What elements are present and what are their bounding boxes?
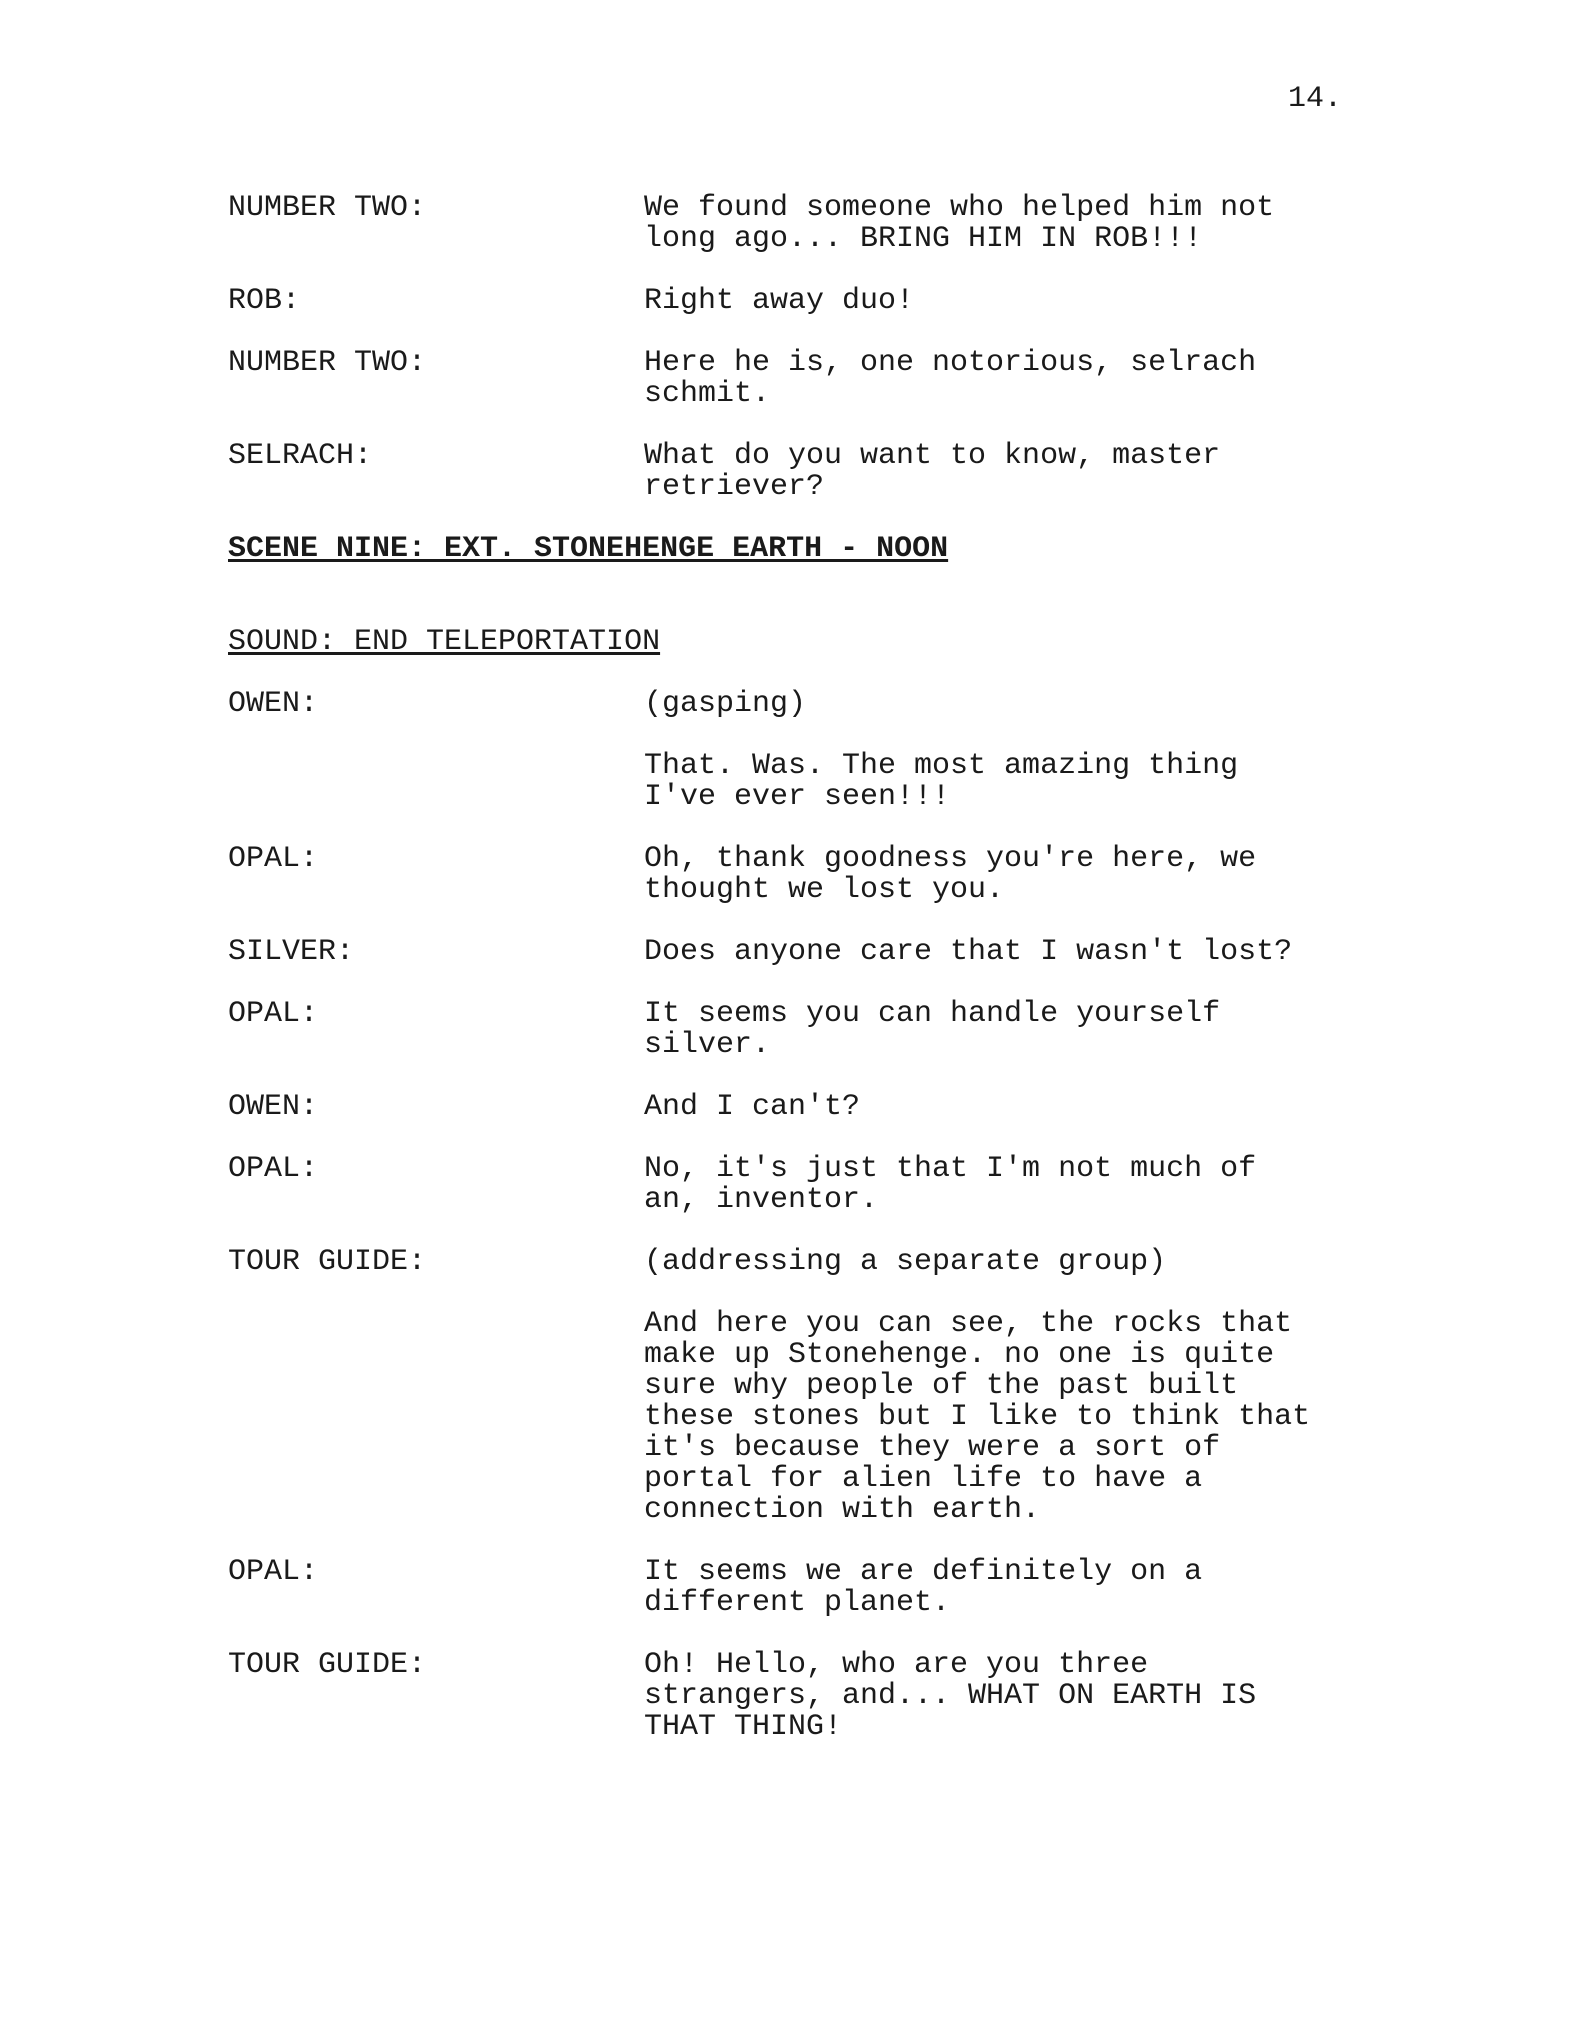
dialogue-line: That. Was. The most amazing thing [644, 749, 1239, 783]
dialogue-block [228, 348, 1368, 410]
dialogue-line: Oh, thank goodness you're here, we [644, 842, 1257, 876]
character-name: OPAL: [228, 997, 319, 1031]
dialogue-text [644, 193, 1364, 255]
dialogue-text [644, 348, 1364, 410]
character-name: OWEN: [228, 687, 319, 721]
dialogue-line: portal for alien life to have a [644, 1462, 1203, 1496]
dialogue-text [644, 999, 1364, 1061]
dialogue-block [228, 193, 1368, 255]
dialogue-block [228, 1247, 1368, 1278]
dialogue-text [644, 1247, 1364, 1278]
dialogue-line: connection with earth. [644, 1493, 1041, 1527]
dialogue-line: It seems you can handle yourself [644, 997, 1221, 1031]
dialogue-line: I've ever seen!!! [644, 780, 951, 814]
character-name [228, 751, 644, 813]
dialogue-block [228, 999, 1368, 1061]
dialogue-line: an, inventor. [644, 1183, 879, 1217]
dialogue-text [644, 937, 1364, 968]
character-name: OPAL: [228, 842, 319, 876]
dialogue-text [644, 1650, 1364, 1743]
dialogue-block [228, 844, 1368, 906]
character-name: NUMBER TWO: [228, 346, 427, 380]
character-name: NUMBER TWO: [228, 191, 427, 225]
dialogue-line: thought we lost you. [644, 873, 1005, 907]
dialogue-line: No, it's just that I'm not much of [644, 1152, 1257, 1186]
sound-cue: SOUND: END TELEPORTATION [228, 625, 661, 659]
dialogue-block [228, 751, 1368, 813]
dialogue-line: retriever? [644, 470, 825, 504]
dialogue-text [644, 441, 1364, 503]
dialogue-line: Does anyone care that I wasn't lost? [644, 935, 1293, 969]
character-name: TOUR GUIDE: [228, 1648, 427, 1682]
dialogue-line: (addressing a separate group) [644, 1245, 1167, 1279]
dialogue-block [228, 1557, 1368, 1619]
character-name: OWEN: [228, 1090, 319, 1124]
character-name: OPAL: [228, 1555, 319, 1589]
dialogue-text [644, 1092, 1364, 1123]
dialogue-line: And here you can see, the rocks that [644, 1307, 1293, 1341]
dialogue-line: THAT THING! [644, 1710, 843, 1744]
dialogue-block [228, 1309, 1368, 1526]
character-name: SELRACH: [228, 439, 373, 473]
dialogue-line: sure why people of the past built [644, 1369, 1239, 1403]
dialogue-text [644, 1309, 1364, 1526]
dialogue-line: different planet. [644, 1586, 951, 1620]
dialogue-text [644, 1154, 1364, 1216]
character-name: SILVER: [228, 935, 355, 969]
dialogue-line: What do you want to know, master [644, 439, 1221, 473]
dialogue-line: It seems we are definitely on a [644, 1555, 1203, 1589]
dialogue-line: (gasping) [644, 687, 807, 721]
character-name: TOUR GUIDE: [228, 1245, 427, 1279]
dialogue-text [644, 751, 1364, 813]
dialogue-line: And I can't? [644, 1090, 861, 1124]
dialogue-block [228, 286, 1368, 317]
dialogue-block [228, 441, 1368, 503]
script-content [228, 193, 1368, 1774]
dialogue-group-after-scene [228, 689, 1368, 1743]
dialogue-line: it's because they were a sort of [644, 1431, 1221, 1465]
dialogue-text [644, 844, 1364, 906]
dialogue-block [228, 689, 1368, 720]
character-name [228, 1309, 644, 1526]
dialogue-line: strangers, and... WHAT ON EARTH IS [644, 1679, 1257, 1713]
dialogue-text [644, 286, 1364, 317]
dialogue-line: Oh! Hello, who are you three [644, 1648, 1149, 1682]
character-name: ROB: [228, 284, 301, 318]
dialogue-block [228, 1092, 1368, 1123]
dialogue-line: silver. [644, 1028, 771, 1062]
dialogue-group-before-scene [228, 193, 1368, 503]
dialogue-line: Right away duo! [644, 284, 915, 318]
dialogue-block [228, 937, 1368, 968]
dialogue-block [228, 1650, 1368, 1743]
dialogue-text [644, 1557, 1364, 1619]
dialogue-text [644, 689, 1364, 720]
dialogue-line: schmit. [644, 377, 771, 411]
dialogue-line: these stones but I like to think that [644, 1400, 1311, 1434]
scene-heading: SCENE NINE: EXT. STONEHENGE EARTH - NOON [228, 532, 949, 566]
dialogue-line: make up Stonehenge. no one is quite [644, 1338, 1275, 1372]
page-number: 14. [1288, 82, 1343, 116]
dialogue-line: long ago... BRING HIM IN ROB!!! [644, 222, 1203, 256]
dialogue-line: We found someone who helped him not [644, 191, 1275, 225]
dialogue-line: Here he is, one notorious, selrach [644, 346, 1257, 380]
character-name: OPAL: [228, 1152, 319, 1186]
dialogue-block [228, 1154, 1368, 1216]
